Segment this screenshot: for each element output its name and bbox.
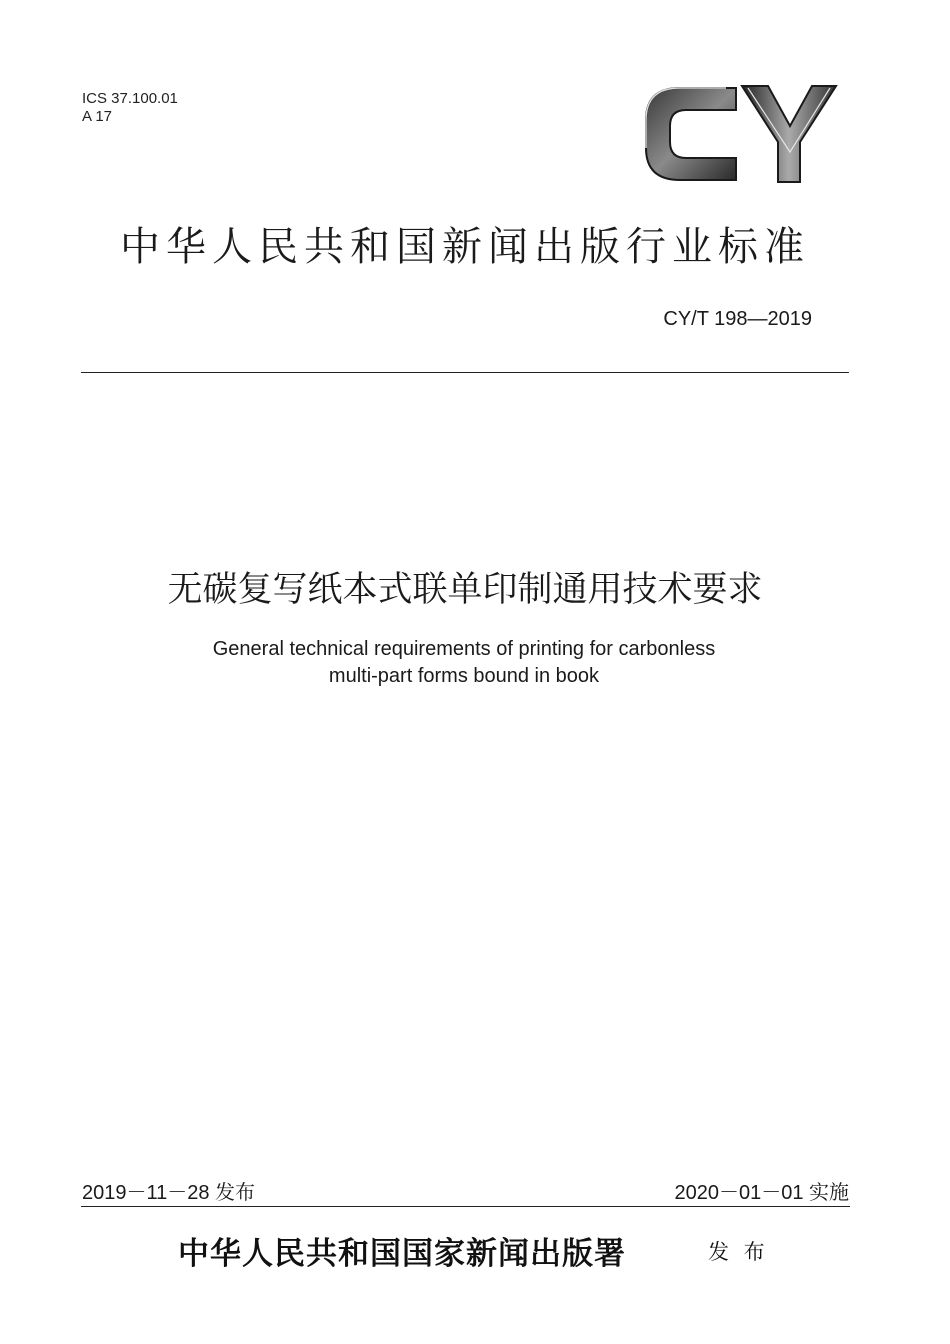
cy-logo-icon [640, 80, 840, 186]
standard-category: 中华人民共和国新闻出版行业标准 [120, 224, 810, 270]
title-english-line1: General technical requirements of printing for carbonless [212, 638, 716, 660]
standard-number: CY/T 198—2019 [663, 308, 812, 330]
issue-date: 2019－11－28 发布 [82, 1182, 256, 1204]
title-english [0, 636, 928, 690]
title-chinese: 无碳复写纸本式联单印制通用技术要求 [167, 570, 763, 610]
classification-code: A 17 [82, 108, 113, 125]
ics-code: ICS 37.100.01 [82, 90, 178, 107]
footer-divider [81, 1206, 850, 1207]
ics-block [82, 90, 178, 126]
header-divider [81, 372, 849, 373]
publisher-name: 中华人民共和国国家新闻出版署 [178, 1236, 626, 1272]
publish-label: 发 布 [708, 1240, 769, 1264]
title-english-line2: multi-part forms bound in book [328, 665, 600, 687]
effective-date: 2020－01－01 实施 [674, 1182, 849, 1204]
